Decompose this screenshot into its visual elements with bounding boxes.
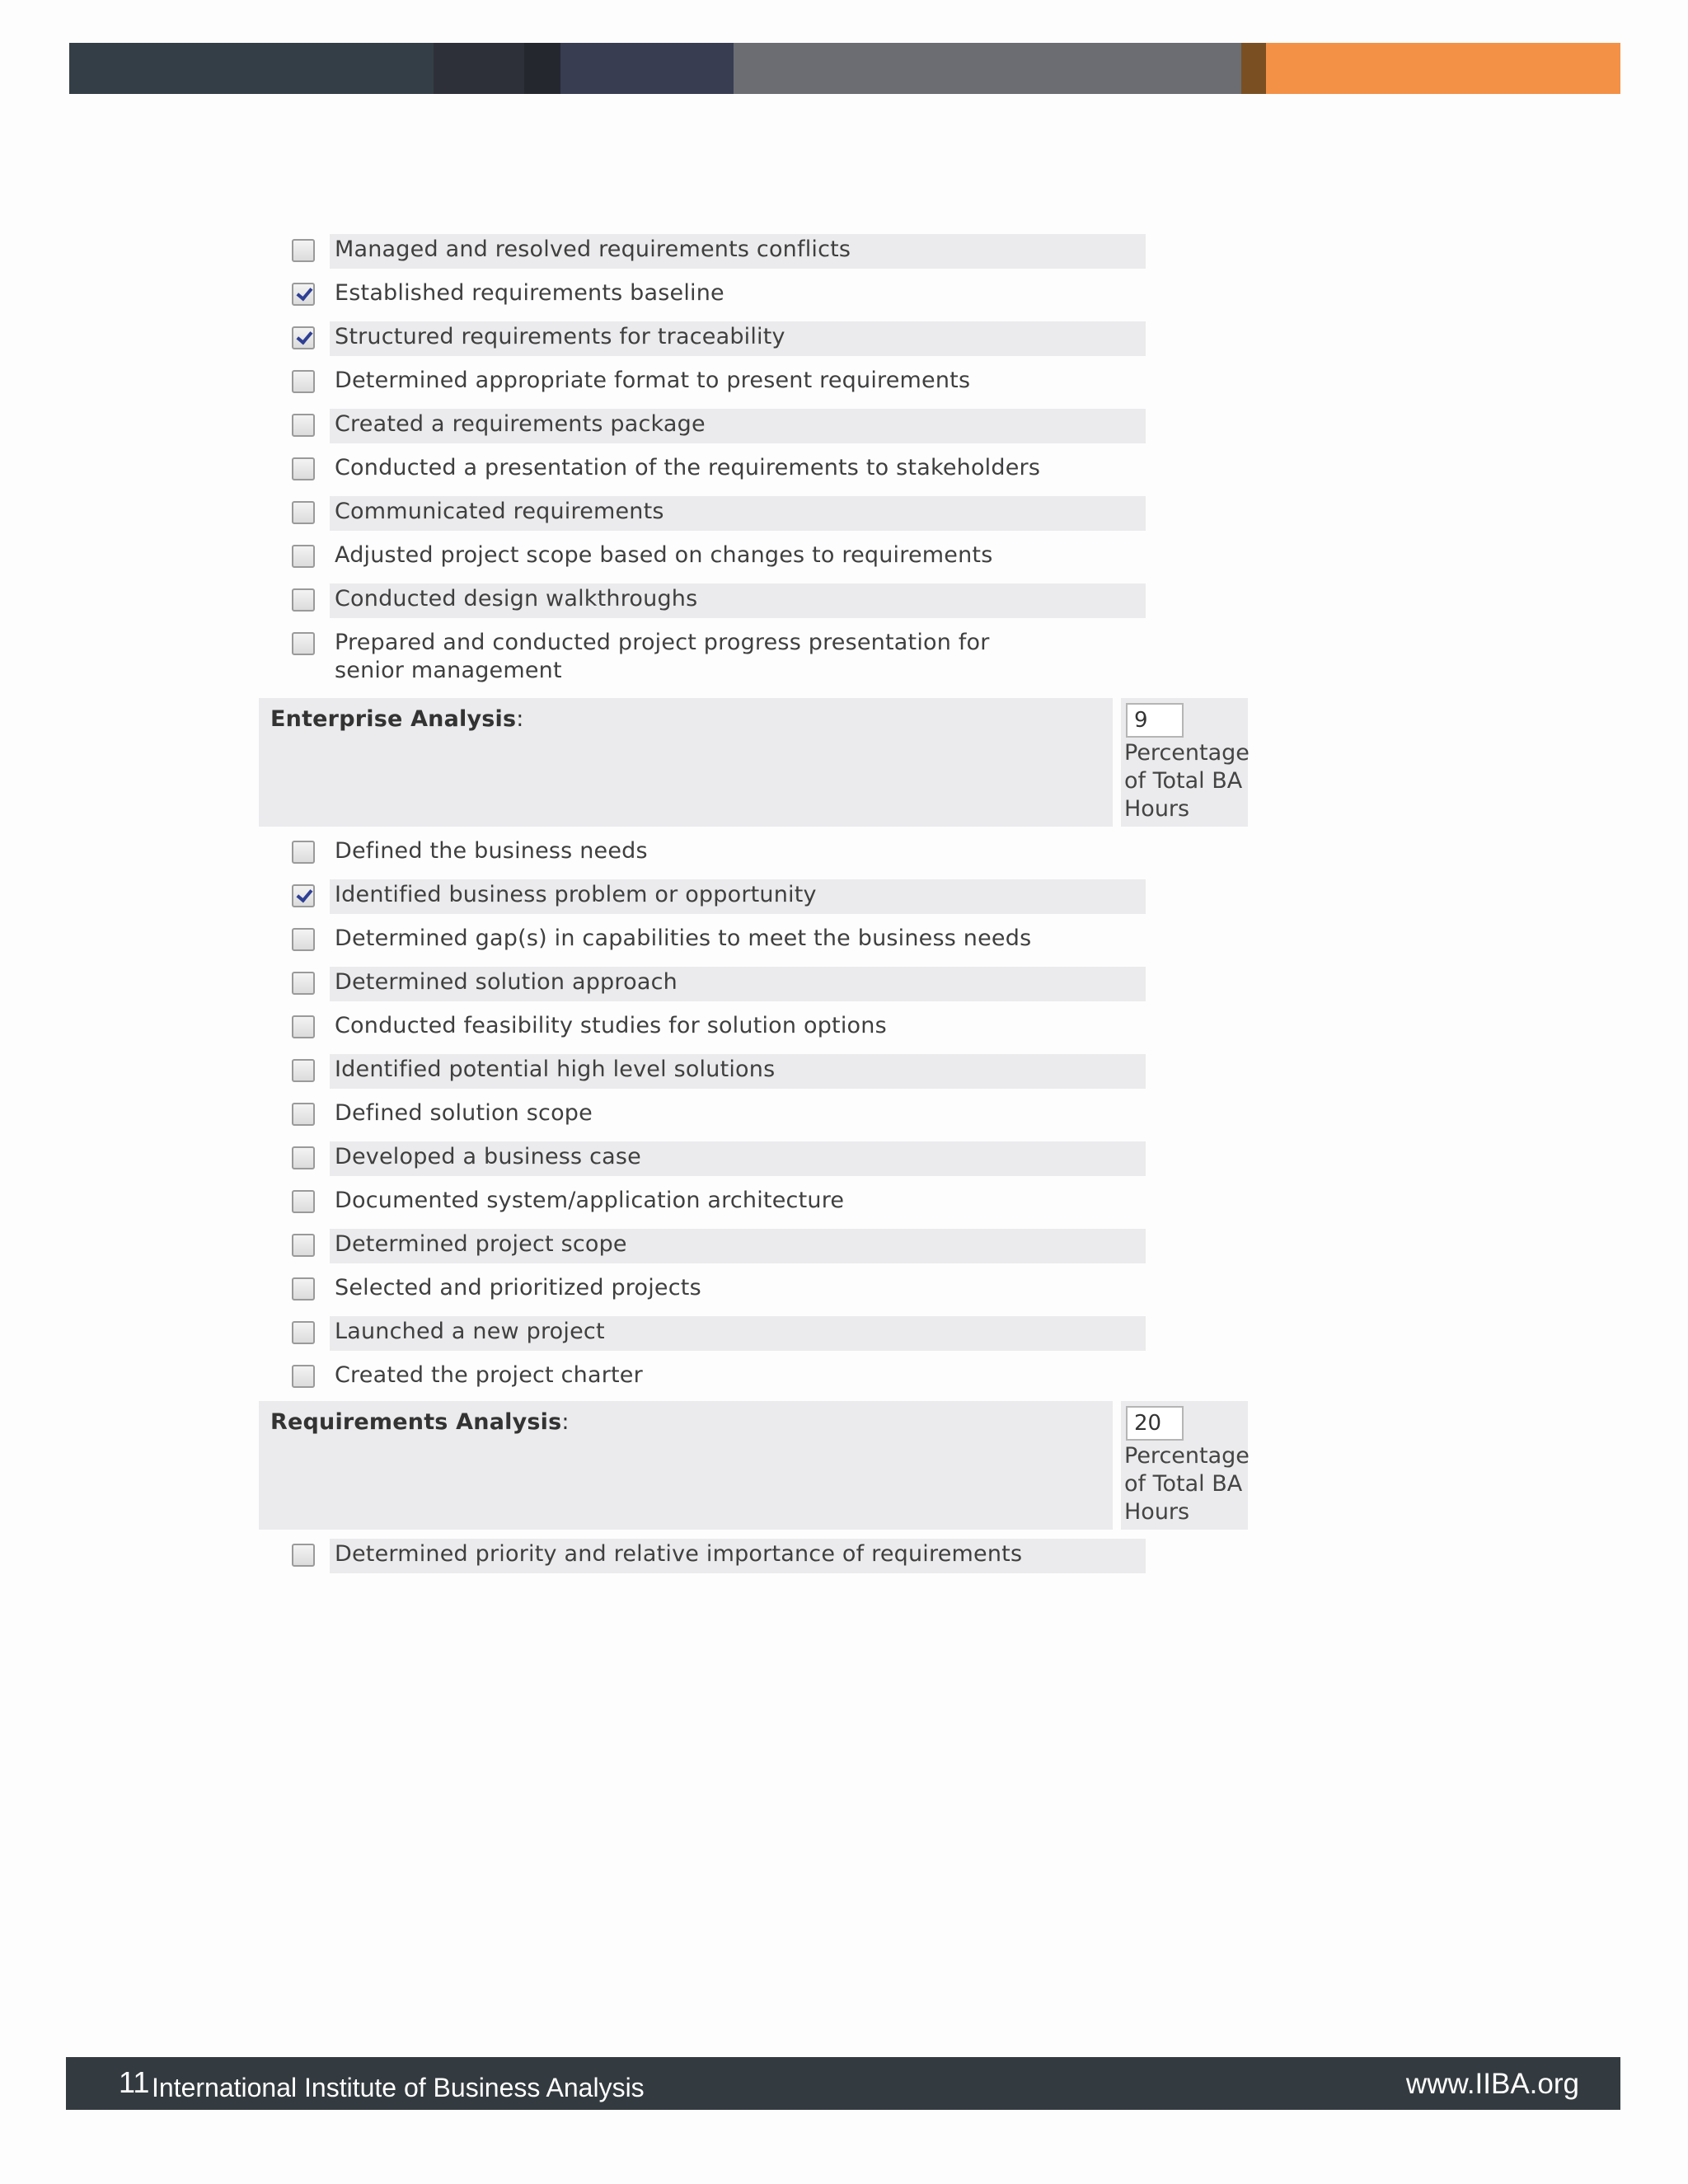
- percentage-input[interactable]: [1126, 1406, 1184, 1441]
- header-bar-segment: [1266, 43, 1620, 94]
- checkbox[interactable]: [292, 928, 315, 951]
- section-header-requirements-analysis: [259, 1401, 1113, 1530]
- checkbox[interactable]: [292, 972, 315, 995]
- checklist-item-label: Developed a business case: [330, 1141, 1146, 1176]
- checklist-item-label: Defined solution scope: [335, 1100, 593, 1126]
- checklist-item-label: Identified potential high level solutions: [330, 1054, 1146, 1089]
- checkbox[interactable]: [292, 841, 315, 864]
- checklist-item-label: Communicated requirements: [330, 496, 1146, 531]
- checklist-item-label: Created a requirements package: [330, 409, 1146, 443]
- page-footer: [66, 2057, 1620, 2110]
- checkbox[interactable]: [292, 326, 315, 349]
- checkbox[interactable]: [292, 1365, 315, 1388]
- checklist-item-label: Adjusted project scope based on changes to requirements: [335, 542, 993, 568]
- checklist-item-label: Conducted feasibility studies for solution options: [335, 1013, 887, 1038]
- checkbox[interactable]: [292, 283, 315, 306]
- checkbox[interactable]: [292, 884, 315, 907]
- percentage-box: [1121, 698, 1248, 827]
- checkbox[interactable]: [292, 414, 315, 437]
- checkbox[interactable]: [292, 501, 315, 524]
- checklist-item-label: Managed and resolved requirements conflicts: [330, 234, 1146, 269]
- checkbox[interactable]: [292, 1190, 315, 1213]
- checklist-item-label: Determined solution approach: [330, 967, 1146, 1001]
- percentage-box: [1121, 1401, 1248, 1530]
- section-header-enterprise-analysis: [259, 698, 1113, 827]
- header-bar-segment: [524, 43, 560, 94]
- website-link[interactable]: www.IIBA.org: [1405, 2068, 1579, 2100]
- percentage-label: Percentage of Total BA Hours: [1124, 740, 1250, 822]
- checkbox[interactable]: [292, 1103, 315, 1126]
- header-bar-segment: [1241, 43, 1266, 94]
- header-bar-segment: [434, 43, 524, 94]
- checkbox[interactable]: [292, 1544, 315, 1567]
- checkbox[interactable]: [292, 239, 315, 262]
- header-bar-segment: [734, 43, 1241, 94]
- header-bar-segment: [560, 43, 734, 94]
- checkbox[interactable]: [292, 1146, 315, 1169]
- checklist-item-label: Defined the business needs: [335, 838, 648, 864]
- checklist-item-label: Created the project charter: [335, 1362, 643, 1388]
- checkbox[interactable]: [292, 545, 315, 568]
- section-title: Requirements Analysis:: [270, 1409, 570, 1435]
- checklist-item-label: Selected and prioritized projects: [335, 1275, 701, 1301]
- checkbox[interactable]: [292, 1234, 315, 1257]
- checklist-item-label: Conducted a presentation of the requirements to stakeholders: [335, 455, 1041, 480]
- checklist-item-label: Documented system/application architecture: [335, 1188, 845, 1213]
- page-number: 11: [119, 2065, 150, 2099]
- checkbox[interactable]: [292, 1321, 315, 1344]
- checklist-item-label: Determined priority and relative importance of requirements: [330, 1539, 1146, 1573]
- percentage-input[interactable]: [1126, 703, 1184, 738]
- checkbox[interactable]: [292, 588, 315, 612]
- checkbox[interactable]: [292, 1277, 315, 1301]
- checkbox[interactable]: [292, 632, 315, 655]
- checkbox[interactable]: [292, 370, 315, 393]
- checkbox[interactable]: [292, 1059, 315, 1082]
- percentage-label: Percentage of Total BA Hours: [1124, 1443, 1250, 1525]
- checkbox[interactable]: [292, 1015, 315, 1038]
- checkbox[interactable]: [292, 457, 315, 480]
- checklist-item-label: Determined gap(s) in capabilities to meet the business needs: [335, 926, 1032, 951]
- checklist-item-label: Launched a new project: [330, 1316, 1146, 1351]
- header-color-bar: [69, 43, 1620, 94]
- checklist-item-label: Determined project scope: [330, 1229, 1146, 1263]
- section-title: Enterprise Analysis:: [270, 706, 524, 732]
- checklist-item-label: Prepared and conducted project progress presentation for senior management: [335, 630, 990, 683]
- checklist-item-label: Structured requirements for traceability: [330, 321, 1146, 356]
- header-bar-segment: [69, 43, 434, 94]
- checklist-item-label: Conducted design walkthroughs: [330, 583, 1146, 618]
- checklist-item-label: Established requirements baseline: [335, 280, 724, 306]
- checklist-item-label: Identified business problem or opportunity: [330, 879, 1146, 914]
- organization-name: International Institute of Business Analysis: [152, 2073, 645, 2102]
- checklist-item-label: Determined appropriate format to present requirements: [335, 368, 971, 393]
